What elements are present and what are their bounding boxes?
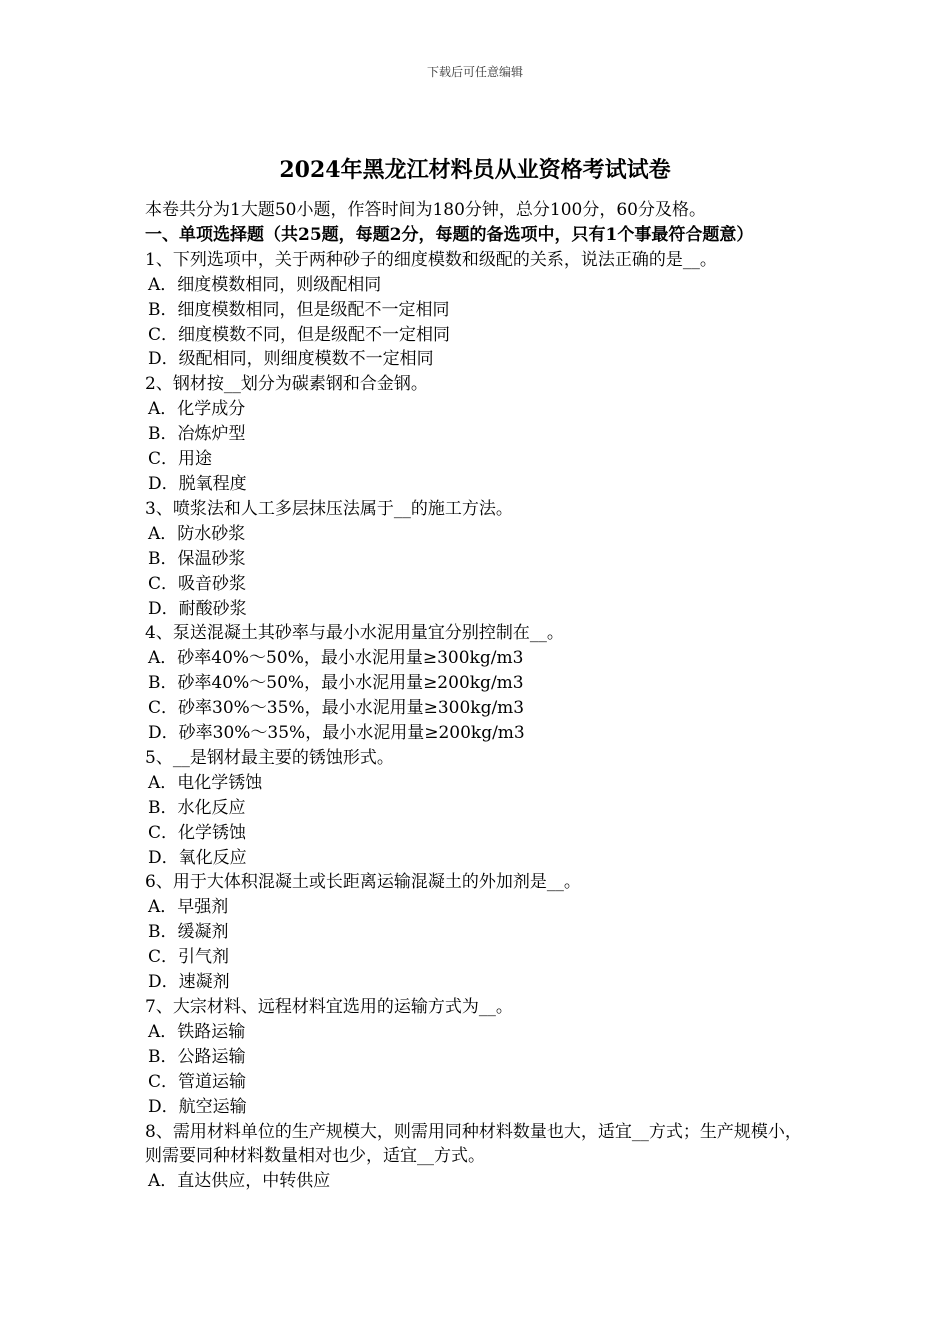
question-stem: 2、钢材按__划分为碳素钢和合金钢。 bbox=[145, 374, 428, 395]
option-c: C．管道运输 bbox=[148, 1071, 247, 1092]
page-title: 2024年黑龙江材料员从业资格考试试卷 bbox=[279, 157, 671, 183]
document-body bbox=[145, 198, 810, 1194]
option-b: B．水化反应 bbox=[148, 797, 246, 818]
question-stem: 3、喷浆法和人工多层抹压法属于__的施工方法。 bbox=[145, 498, 513, 519]
option-b: B．砂率40%～50%，最小水泥用量≥200kg/m3 bbox=[148, 673, 524, 694]
option-a: A．铁路运输 bbox=[148, 1021, 246, 1042]
page-header: 下载后可任意编辑 bbox=[426, 65, 523, 79]
option-d: D．耐酸砂浆 bbox=[148, 598, 247, 619]
question-stem: 5、__是钢材最主要的锈蚀形式。 bbox=[145, 747, 394, 768]
option-b: B．细度模数相同，但是级配不一定相同 bbox=[148, 299, 450, 320]
option-a: A．直达供应，中转供应 bbox=[148, 1171, 331, 1192]
option-a: A．电化学锈蚀 bbox=[148, 772, 263, 793]
option-d: D．级配相同，则细度模数不一定相同 bbox=[148, 349, 434, 370]
option-d: D．氧化反应 bbox=[148, 847, 247, 868]
question bbox=[145, 248, 810, 373]
exam-intro: 本卷共分为1大题50小题，作答时间为180分钟，总分100分，60分及格。 bbox=[145, 200, 706, 220]
option-b: B．冶炼炉型 bbox=[148, 424, 246, 445]
option-a: A．砂率40%～50%，最小水泥用量≥300kg/m3 bbox=[148, 648, 524, 669]
question bbox=[145, 497, 810, 622]
question-stem: 1、下列选项中，关于两种砂子的细度模数和级配的关系，说法正确的是__。 bbox=[145, 249, 717, 270]
question bbox=[145, 995, 810, 1120]
option-a: A．防水砂浆 bbox=[148, 523, 246, 544]
option-c: C．用途 bbox=[148, 449, 213, 470]
question-stem: 8、需用材料单位的生产规模大，则需用同种材料数量也大，适宜__方式；生产规模小，则需要同种材料数量相对也少，适宜__方式。 bbox=[145, 1121, 802, 1167]
option-d: D．速凝剂 bbox=[148, 972, 230, 993]
option-c: C．引气剂 bbox=[148, 947, 230, 968]
question bbox=[145, 372, 810, 497]
option-c: C．砂率30%～35%，最小水泥用量≥300kg/m3 bbox=[148, 698, 525, 719]
option-b: B．缓凝剂 bbox=[148, 922, 229, 943]
option-d: D．脱氧程度 bbox=[148, 473, 247, 494]
option-a: A．化学成分 bbox=[148, 399, 246, 420]
option-d: D．砂率30%～35%，最小水泥用量≥200kg/m3 bbox=[148, 723, 525, 744]
question bbox=[145, 1120, 810, 1195]
option-c: C．化学锈蚀 bbox=[148, 822, 247, 843]
question bbox=[145, 870, 810, 995]
option-d: D．航空运输 bbox=[148, 1096, 247, 1117]
question-stem: 6、用于大体积混凝土或长距离运输混凝土的外加剂是__。 bbox=[145, 872, 581, 893]
option-b: B．保温砂浆 bbox=[148, 548, 246, 569]
option-a: A．细度模数相同，则级配相同 bbox=[148, 274, 382, 295]
option-c: C．吸音砂浆 bbox=[148, 573, 247, 594]
question-stem: 7、大宗材料、远程材料宜选用的运输方式为__。 bbox=[145, 997, 513, 1017]
question bbox=[145, 621, 810, 746]
option-b: B．公路运输 bbox=[148, 1046, 246, 1067]
question-stem: 4、泵送混凝土其砂率与最小水泥用量宜分别控制在__。 bbox=[145, 623, 564, 644]
option-c: C．细度模数不同，但是级配不一定相同 bbox=[148, 324, 451, 345]
option-a: A．早强剂 bbox=[148, 897, 229, 918]
question bbox=[145, 746, 810, 871]
section-heading: 一、单项选择题（共25题，每题2分，每题的备选项中，只有1个事最符合题意） bbox=[145, 224, 754, 245]
